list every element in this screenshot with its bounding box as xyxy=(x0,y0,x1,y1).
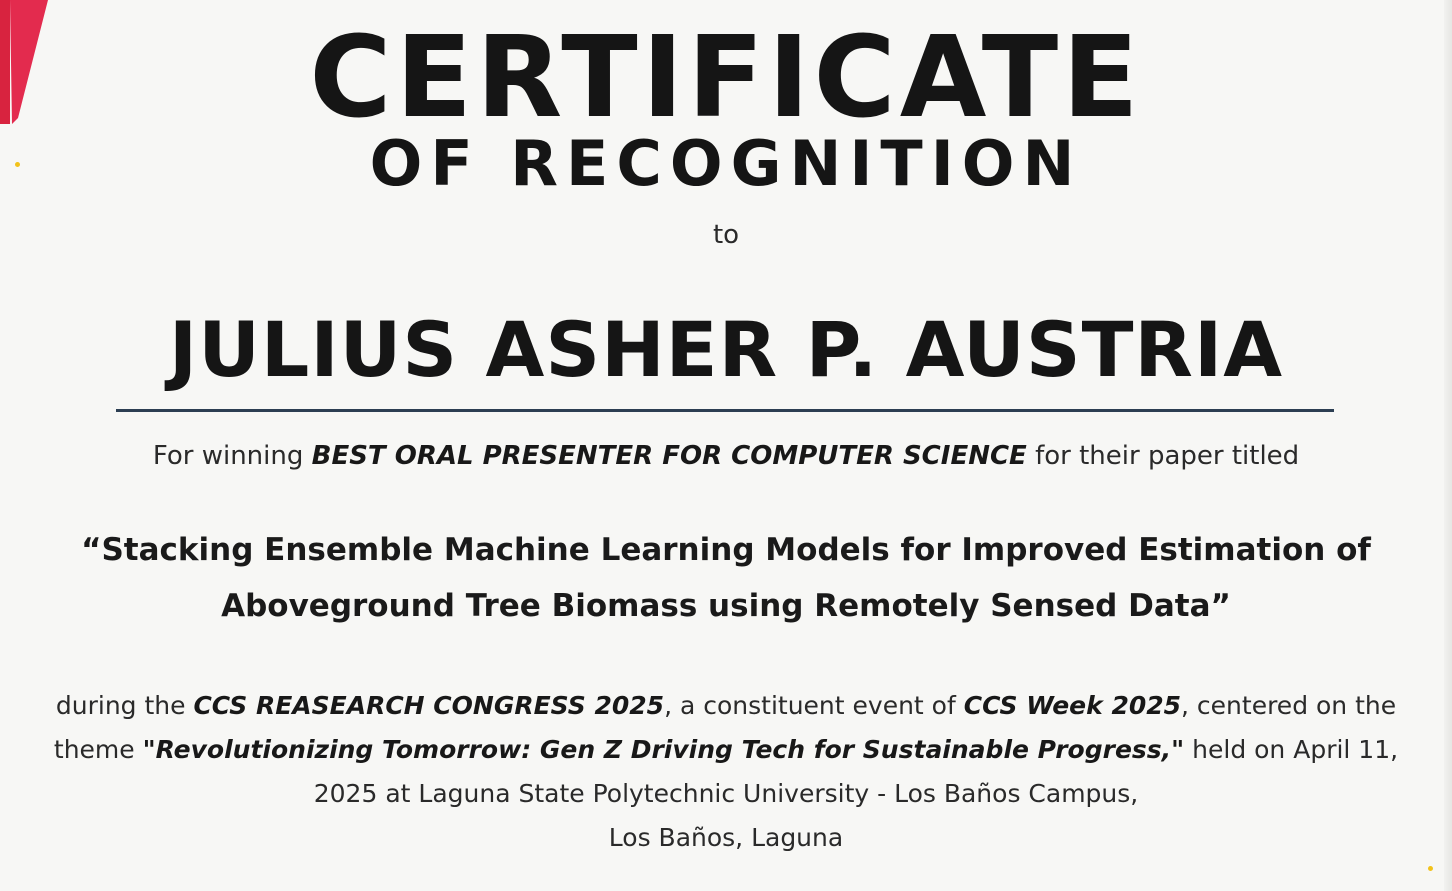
details-text: , a constituent event of xyxy=(664,691,964,720)
week-name: CCS Week 2025 xyxy=(963,691,1182,720)
details-text: held on April 11, xyxy=(1184,735,1399,764)
details-line-1 xyxy=(40,684,1412,728)
details-text: theme xyxy=(53,735,143,764)
to-label: to xyxy=(712,220,740,250)
recipient-name: JULIUS ASHER P. AUSTRIA xyxy=(168,305,1284,394)
award-reason xyxy=(0,440,1452,472)
paper-title-line-2: Aboveground Tree Biomass using Remotely Sensed Data” xyxy=(221,588,1231,624)
award-name: BEST ORAL PRESENTER FOR COMPUTER SCIENCE xyxy=(311,441,1027,471)
paper-title xyxy=(60,522,1392,634)
details-text: , centered on the xyxy=(1181,691,1397,720)
event-name: CCS REASEARCH CONGRESS 2025 xyxy=(193,691,665,720)
reason-suffix: for their paper titled xyxy=(1026,441,1300,471)
yellow-dot-decoration xyxy=(1428,866,1433,871)
event-theme: "Revolutionizing Tomorrow: Gen Z Driving Tech for Sustainable Progress," xyxy=(142,735,1185,764)
reason-prefix: For winning xyxy=(152,441,312,471)
event-details xyxy=(40,684,1412,860)
certificate-subtitle: OF RECOGNITION xyxy=(369,127,1083,200)
details-line-3: 2025 at Laguna State Polytechnic University - Los Baños Campus, xyxy=(313,779,1139,808)
details-text: during the xyxy=(55,691,194,720)
paper-title-line-1: “Stacking Ensemble Machine Learning Models for Improved Estimation of xyxy=(81,532,1371,568)
details-line-2 xyxy=(40,728,1412,772)
name-underline xyxy=(116,409,1334,412)
certificate-title: CERTIFICATE xyxy=(309,13,1143,143)
details-line-4: Los Baños, Laguna xyxy=(608,823,844,852)
